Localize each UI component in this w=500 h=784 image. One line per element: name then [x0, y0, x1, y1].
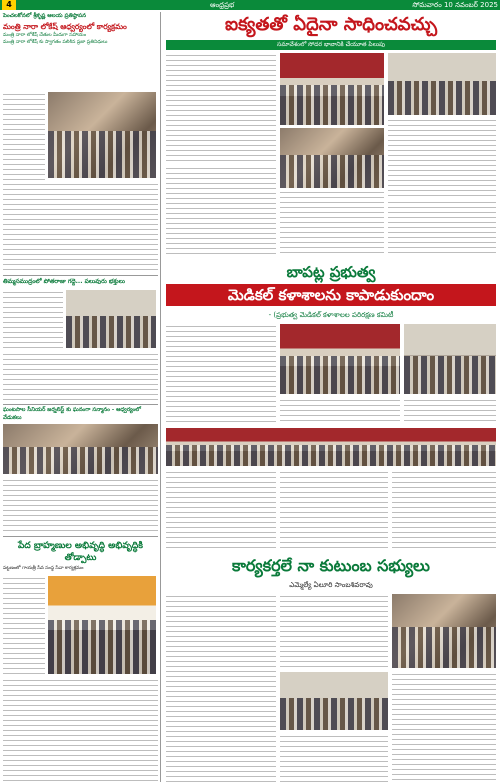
story4-subhead: పట్టణంలో గాయత్రీ సేవ సంస్థ సేవా కార్యక్రమం — [3, 566, 84, 571]
banner-body-1 — [166, 324, 276, 424]
bottom-body-4 — [280, 734, 388, 782]
story1-subhead-2: మంత్రి నారా లోకేష్ కు స్వాగతం పలికిన ప్రజా ప్రతినిధులు — [3, 40, 108, 45]
divider — [3, 275, 158, 276]
lead-body-1 — [166, 53, 276, 163]
banner-photo-2 — [404, 324, 496, 394]
banner-line-2: మెడికల్ కళాశాలను కాపాడుకుందాం — [227, 286, 435, 304]
story1-subhead-1: మంత్రి నారా లోకేష్ చేతుల మీదుగా సహాయం — [3, 33, 87, 38]
lead-body-5 — [388, 200, 496, 256]
story3-body — [3, 478, 158, 533]
story2-headline: తిమ్మసముద్రంలో పోతరాజు గద్దె... పలువురు భక్తులు — [3, 278, 125, 285]
lead-photo-2 — [388, 53, 496, 115]
bottom-body-2 — [280, 594, 388, 668]
divider — [3, 536, 158, 537]
banner-tagline: - (ప్రభుత్వ మెడికల్ కళాశాలల పరిరక్షణ కమిటీ — [268, 311, 394, 319]
story2-photo — [66, 290, 156, 348]
banner-photo-wide — [166, 428, 496, 466]
lead-photo-1 — [280, 53, 384, 125]
page-number: 4 — [2, 0, 16, 10]
banner-photo-1 — [280, 324, 400, 394]
lead-subhead: సమావేశంలో సోదర భావానికి చేయూత పిలుపు — [276, 41, 386, 48]
banner-body-4 — [166, 470, 276, 550]
lead-headline: ఐక్యతతో ఏదైనా సాధించవచ్చు — [224, 14, 438, 35]
story1-photo — [48, 92, 156, 178]
bottom-body-3 — [392, 672, 496, 782]
story3-headline: ఘంటసాల సీనియర్ జర్నలిస్ట్ కు ఘనంగా సన్మానం - ఆధ్వర్యంలో వేడుకలు — [3, 407, 141, 421]
bottom-headline: కార్యకర్తలే నా కుటుంబ సభ్యులు — [232, 556, 430, 575]
story4-headline: పేద బ్రాహ్మణుల అభివృద్ధి అభివృద్ధికి తోడ్పాటు — [18, 541, 143, 563]
paper-name: ఆంధ్రప్రభ — [210, 1, 235, 9]
lead-body-2 — [388, 118, 496, 198]
story2-body — [3, 352, 158, 402]
banner-body-6 — [392, 470, 496, 550]
issue-date: సోమవారం 10 నవంబర్ 2025 — [412, 1, 498, 9]
lead-body-4 — [280, 190, 384, 256]
divider — [3, 404, 158, 405]
story3-photo — [3, 424, 158, 474]
story1-body — [3, 182, 158, 272]
story1-body-left — [3, 92, 45, 180]
story4-body — [3, 678, 158, 782]
lead-body-3 — [166, 166, 276, 256]
story1-headline: మంత్రి నారా లోకేష్ ఆధ్వర్యంలో కార్యక్రమం — [3, 22, 127, 31]
story1-kicker: పెంచలకోనలో శ్రీకృష్ణ ఆలయ ప్రతిష్ఠాపన — [3, 13, 87, 19]
bottom-photo-2 — [280, 672, 388, 730]
banner-body-3 — [404, 398, 496, 424]
bottom-subhead: ఎమ్మెల్యే ఏలూరి సాంబశివరావు — [289, 581, 373, 589]
banner-body-2 — [280, 398, 400, 424]
banner-body-5 — [280, 470, 388, 550]
bottom-photo-1 — [392, 594, 496, 668]
story4-photo — [48, 576, 156, 674]
story2-body-left — [3, 290, 63, 350]
story4-body-left — [3, 576, 45, 676]
column-divider — [160, 12, 161, 782]
bottom-body-1 — [166, 594, 276, 782]
banner-line-1: బాపట్ల ప్రభుత్వ — [286, 263, 376, 281]
lead-photo-3 — [280, 128, 384, 188]
